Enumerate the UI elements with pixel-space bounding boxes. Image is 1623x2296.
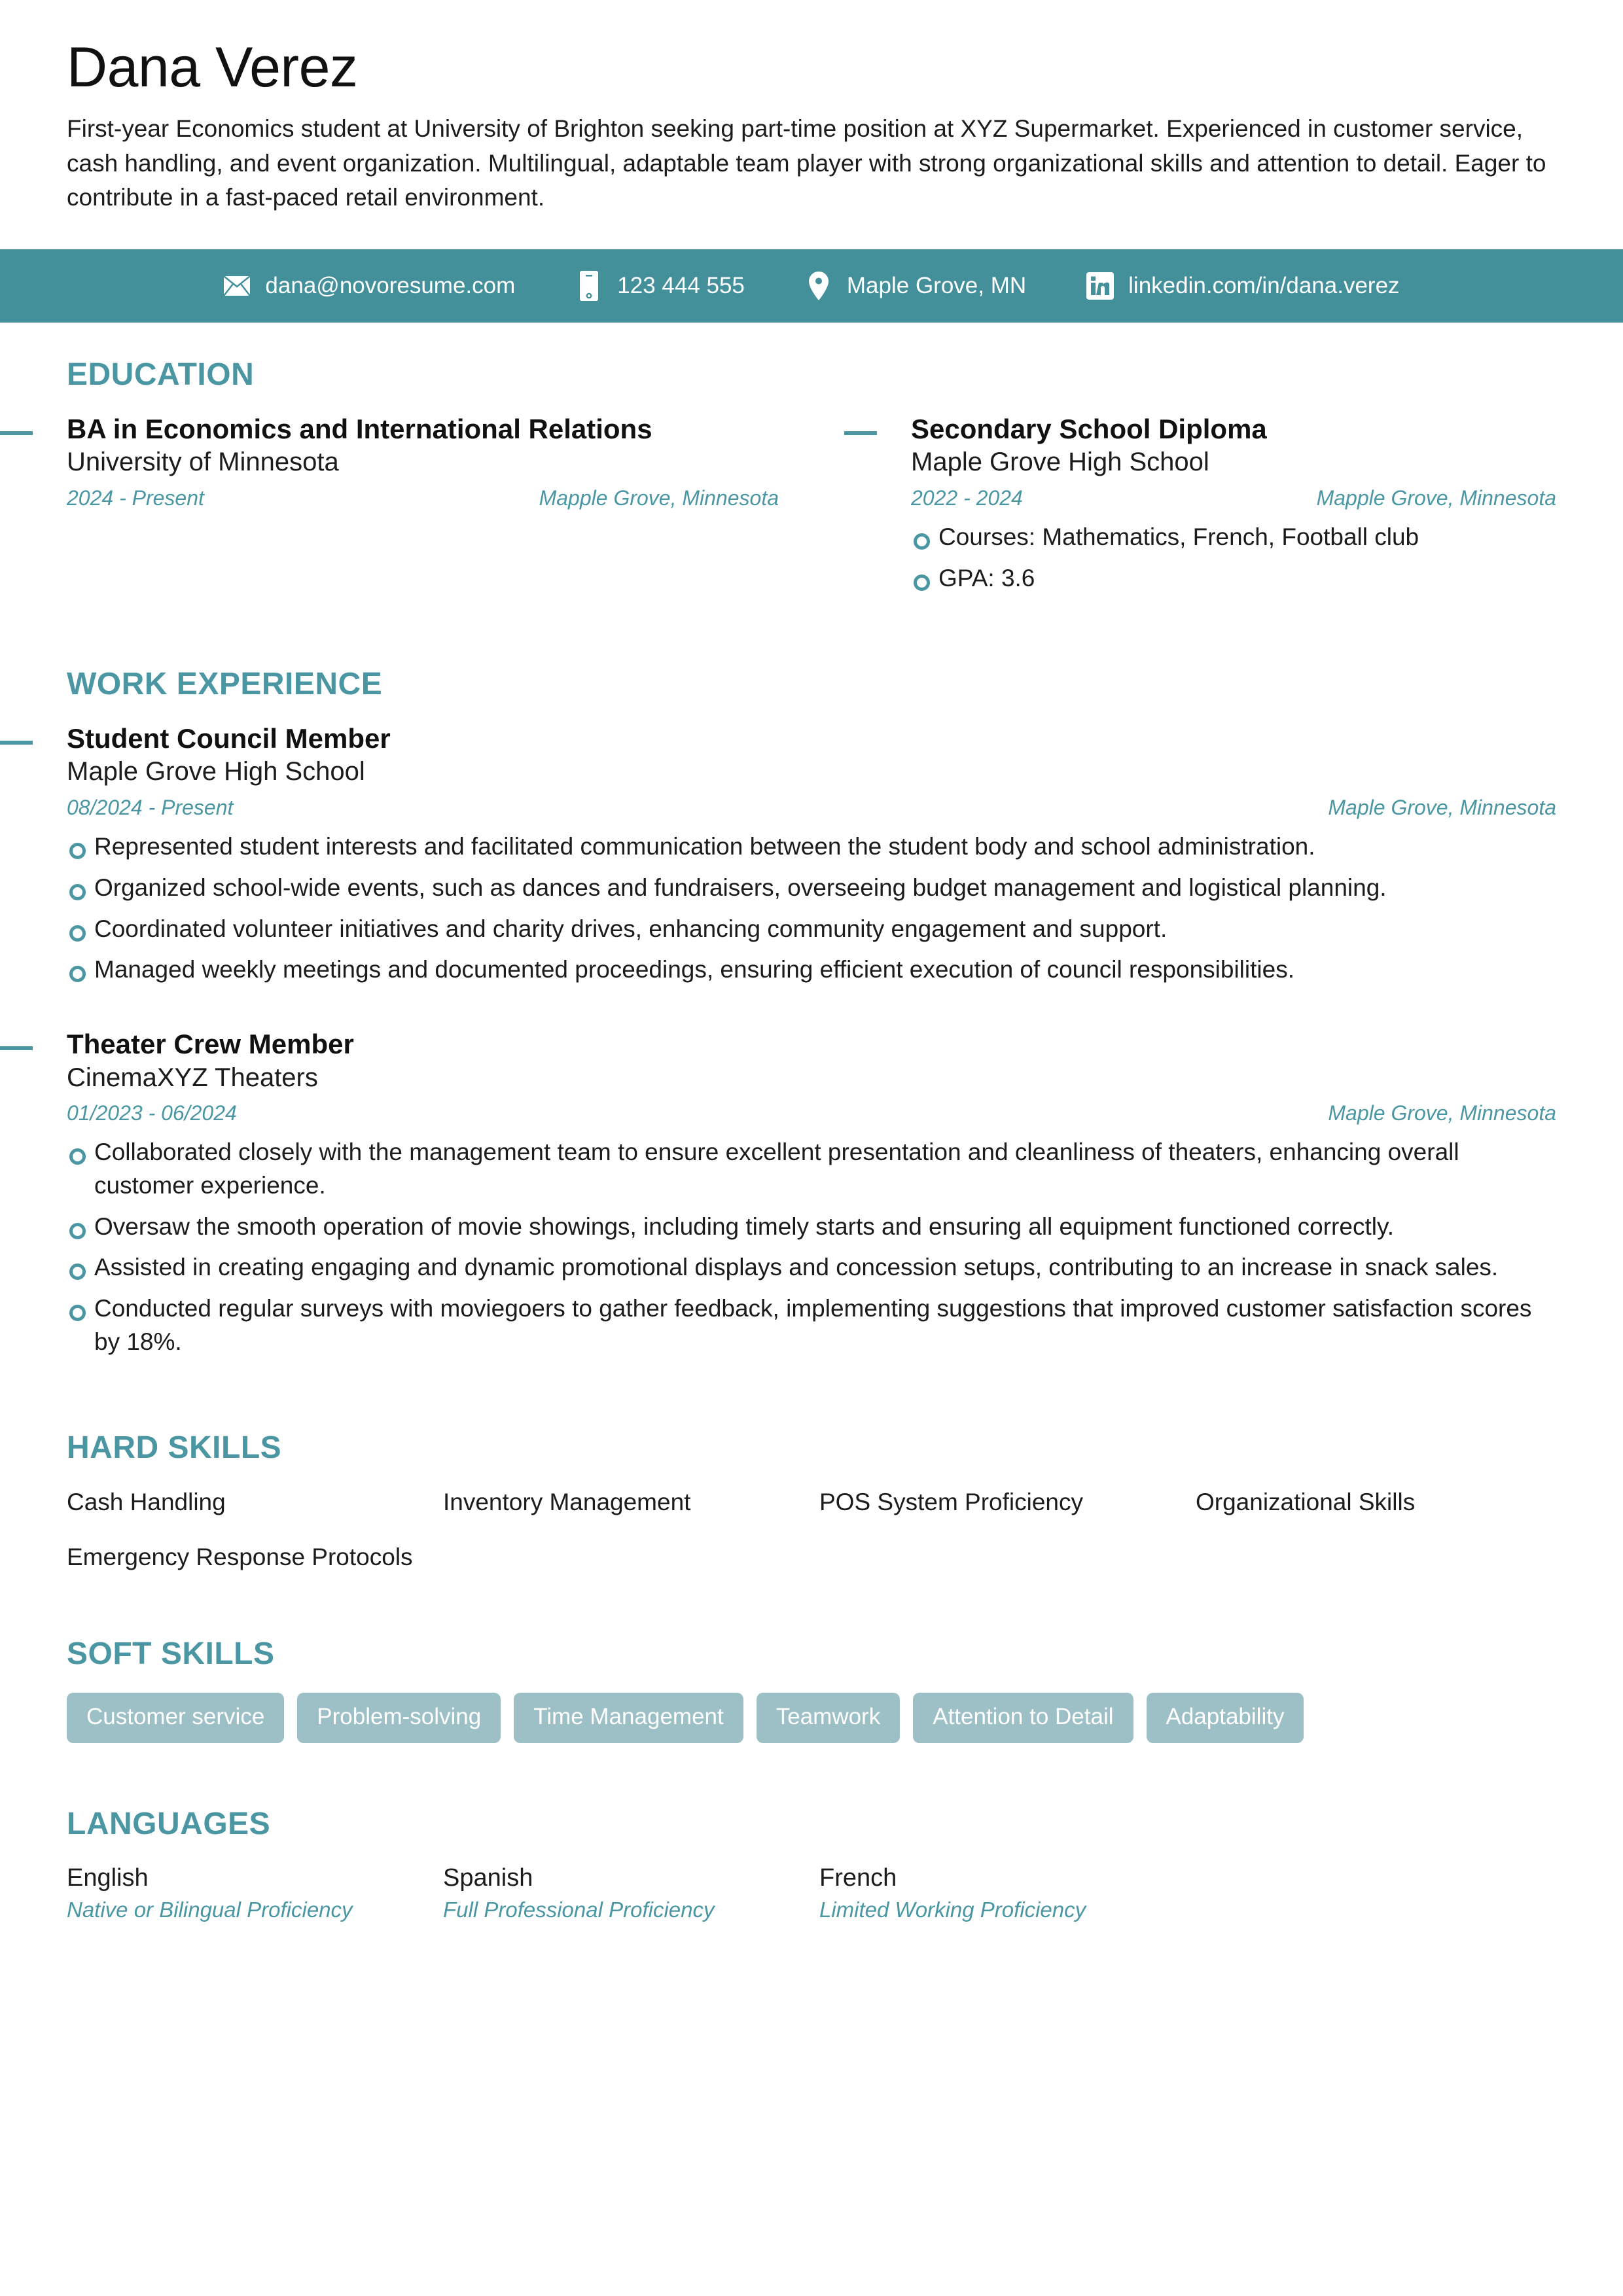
language-name: French [819, 1863, 897, 1892]
soft-skill-badge: Problem-solving [297, 1693, 501, 1743]
work-role: Student Council Member [67, 722, 391, 754]
contact-item-phone[interactable] [575, 271, 745, 301]
education-entry [67, 414, 779, 603]
contact-label-location: Maple Grove, MN [846, 273, 1027, 299]
education-degree: Secondary School Diploma [911, 413, 1267, 444]
languages-grid [67, 1863, 1556, 1924]
section-work-experience [0, 666, 1623, 1359]
location-icon [805, 271, 832, 301]
contact-item-email[interactable] [223, 271, 515, 301]
list-item: Courses: Mathematics, French, Football club [911, 521, 1556, 554]
hard-skills-grid [67, 1487, 1556, 1573]
work-entry [67, 1029, 1556, 1359]
work-meta [67, 796, 1556, 820]
soft-skill-badge: Adaptability [1147, 1693, 1304, 1743]
page-title: Dana Verez [67, 36, 358, 99]
email-icon [223, 271, 251, 301]
section-title-soft-skills: SOFT SKILLS [67, 1636, 275, 1671]
language-level: Full Professional Proficiency [443, 1898, 715, 1922]
education-school: Maple Grove High School [911, 448, 1209, 477]
hard-skill-item: Cash Handling [67, 1488, 226, 1515]
section-education [0, 357, 1623, 603]
entry-dash-icon [0, 431, 33, 435]
profile-summary: First-year Economics student at University of Brighton seeking part-time position at XYZ Supermarket. Experienced in customer service, cash handling, and event organization. Multilingual, adaptable team player with strong organizational skills and attention to detail. Eager to contribute in a fast-paced retail environment. [67, 115, 1546, 211]
hard-skill-item: POS System Proficiency [819, 1488, 1084, 1515]
soft-skill-badge: Teamwork [757, 1693, 900, 1743]
section-languages [0, 1806, 1623, 1924]
entry-dash-icon [0, 741, 33, 745]
contact-item-location[interactable] [805, 271, 1026, 301]
hard-skill-item: Emergency Response Protocols [67, 1543, 413, 1570]
list-item: Managed weekly meetings and documented proceedings, ensuring efficient execution of council responsibilities. [67, 953, 1556, 987]
list-item: Assisted in creating engaging and dynamic promotional displays and concession setups, contributing to an increase in snack sales. [67, 1251, 1556, 1284]
soft-skill-badge: Customer service [67, 1693, 284, 1743]
work-dates: 08/2024 - Present [67, 796, 234, 820]
list-item: Collaborated closely with the management team to ensure excellent presentation and cleanliness of theaters, enhancing overall customer experience. [67, 1136, 1556, 1202]
work-location: Maple Grove, Minnesota [1328, 1101, 1556, 1125]
work-bullets [67, 1136, 1556, 1358]
work-location: Maple Grove, Minnesota [1328, 796, 1556, 820]
language-item-empty [1196, 1863, 1556, 1924]
entry-dash-icon [0, 1046, 33, 1050]
section-title-work-experience: WORK EXPERIENCE [67, 666, 383, 701]
language-name: English [67, 1863, 149, 1892]
education-location: Mapple Grove, Minnesota [539, 486, 779, 510]
contact-item-linkedin[interactable] [1086, 271, 1399, 301]
section-title-hard-skills: HARD SKILLS [67, 1430, 282, 1465]
list-item: Coordinated volunteer initiatives and charity drives, enhancing community engagement and support. [67, 913, 1556, 946]
work-bullets [67, 830, 1556, 987]
hard-skill-item: Organizational Skills [1196, 1488, 1416, 1515]
work-meta [67, 1101, 1556, 1125]
language-level: Native or Bilingual Proficiency [67, 1898, 353, 1922]
work-entry [67, 723, 1556, 987]
education-dates: 2022 - 2024 [911, 486, 1023, 510]
contact-label-phone: 123 444 555 [617, 273, 745, 299]
list-item: Organized school-wide events, such as dances and fundraisers, overseeing budget management and logistical planning. [67, 872, 1556, 905]
soft-skills-list [67, 1693, 1556, 1743]
list-item: GPA: 3.6 [911, 562, 1556, 595]
education-location: Mapple Grove, Minnesota [1316, 486, 1556, 510]
language-level: Limited Working Proficiency [819, 1898, 1086, 1922]
education-meta [67, 486, 779, 510]
soft-skill-badge: Time Management [514, 1693, 743, 1743]
work-company: Maple Grove High School [67, 757, 365, 786]
work-company: CinemaXYZ Theaters [67, 1063, 318, 1092]
contact-label-email: dana@novoresume.com [265, 273, 516, 299]
resume-header [0, 0, 1623, 249]
education-bullets [911, 521, 1556, 595]
linkedin-icon [1086, 271, 1114, 301]
education-entry [844, 414, 1556, 603]
section-hard-skills [0, 1430, 1623, 1573]
contact-label-linkedin: linkedin.com/in/dana.verez [1128, 273, 1400, 299]
list-item: Oversaw the smooth operation of movie showings, including timely starts and ensuring all equipment functioned correctly. [67, 1210, 1556, 1244]
list-item: Represented student interests and facilitated communication between the student body and school administration. [67, 830, 1556, 864]
contact-bar [0, 249, 1623, 323]
language-item [443, 1863, 804, 1924]
education-school: University of Minnesota [67, 448, 339, 477]
section-title-education: EDUCATION [67, 357, 255, 392]
language-item [819, 1863, 1180, 1924]
language-name: Spanish [443, 1863, 533, 1892]
list-item: Conducted regular surveys with moviegoers to gather feedback, implementing suggestions that improved customer satisfaction scores by 18%. [67, 1292, 1556, 1358]
entry-dash-icon [844, 431, 877, 435]
section-title-languages: LANGUAGES [67, 1806, 271, 1841]
education-grid [67, 414, 1556, 603]
education-dates: 2024 - Present [67, 486, 204, 510]
education-meta [911, 486, 1556, 510]
soft-skill-badge: Attention to Detail [913, 1693, 1133, 1743]
phone-icon [575, 271, 603, 301]
work-dates: 01/2023 - 06/2024 [67, 1101, 237, 1125]
education-degree: BA in Economics and International Relations [67, 413, 652, 444]
work-role: Theater Crew Member [67, 1028, 354, 1059]
hard-skill-item: Inventory Management [443, 1488, 691, 1515]
section-soft-skills [0, 1636, 1623, 1743]
language-item [67, 1863, 427, 1924]
